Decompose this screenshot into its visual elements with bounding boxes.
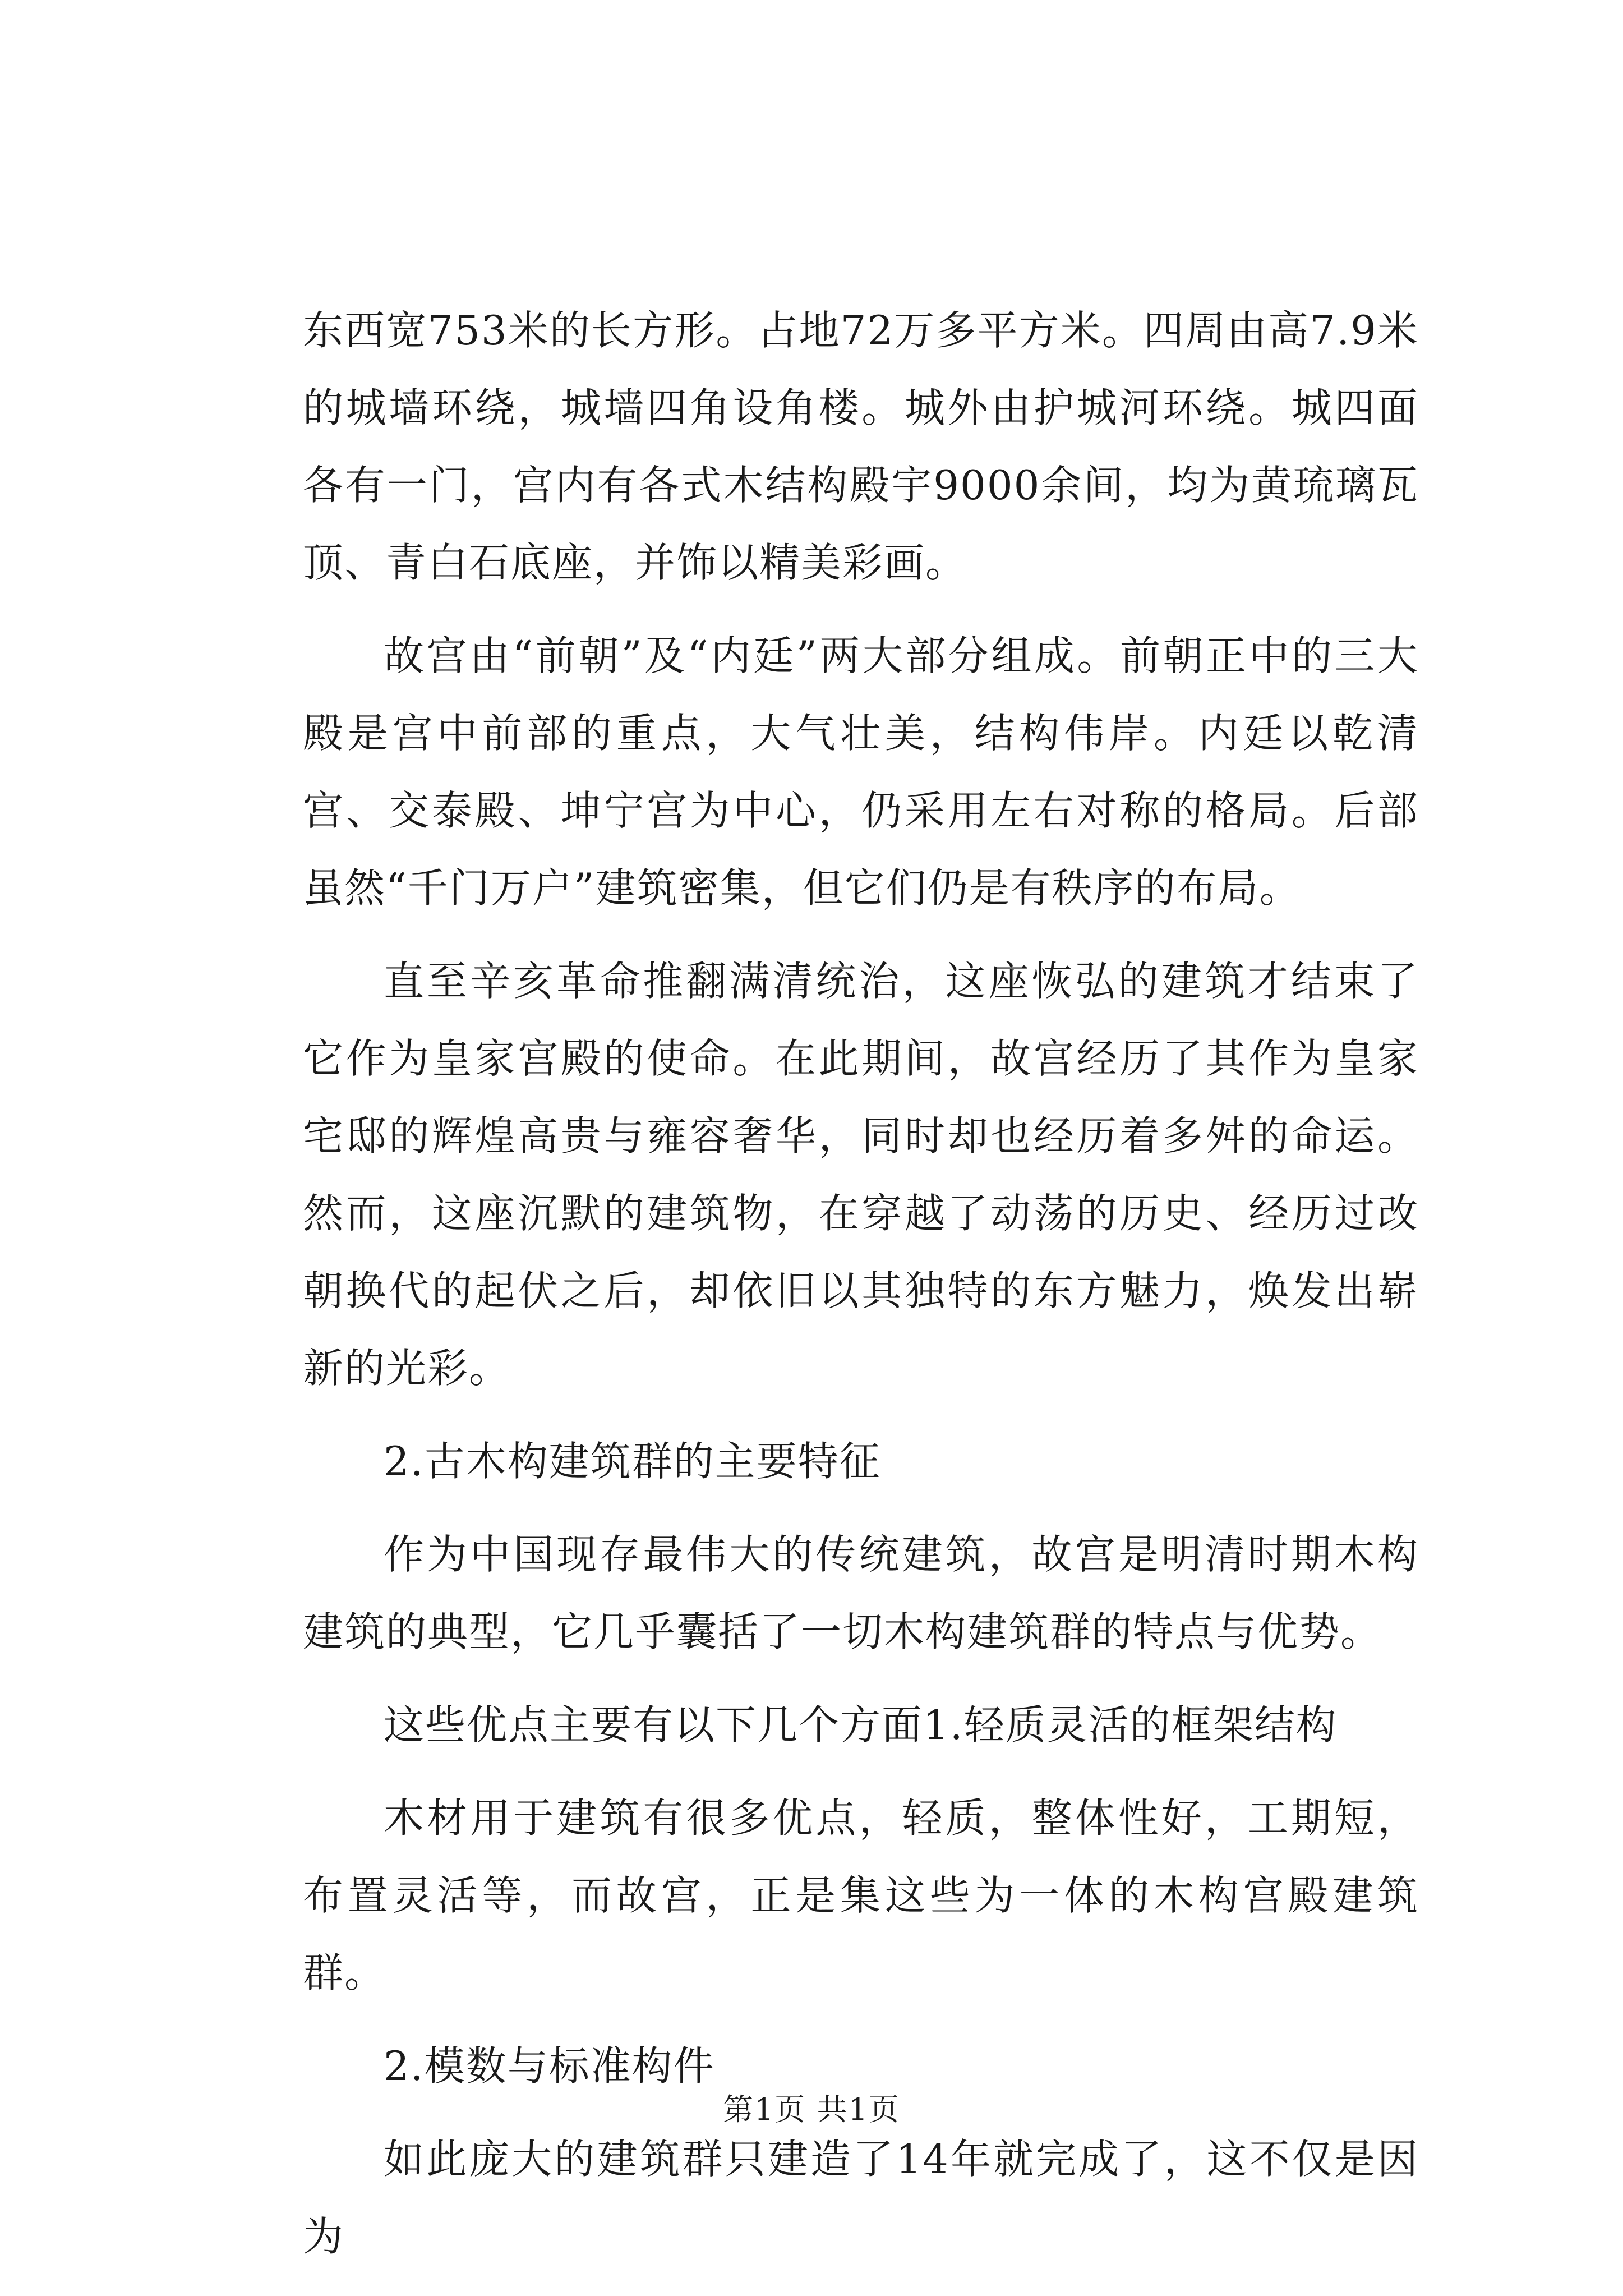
paragraph-7: 如此庞大的建筑群只建造了14年就完成了，这不仅是因为: [303, 2136, 1419, 2260]
document-body: [303, 292, 1419, 2291]
paragraph-3: 直至辛亥革命推翻满清统治，这座恢弘的建筑才结束了它作为皇家宫殿的使命。在此期间，故宫经历了其作为皇家宅邸的辉煌高贵与雍容奢华，同时却也经历着多舛的命运。然而，这座沉默的建筑物，在穿越了动荡的历史、经历过改朝换代的起伏之后，却依旧以其独特的东方魅力，焕发出崭新的光彩。: [303, 958, 1419, 1392]
paragraph-2: 故宫由“前朝”及“内廷”两大部分组成。前朝正中的三大殿是宫中前部的重点，大气壮美，结构伟岸。内廷以乾清宫、交泰殿、坤宁宫为中心，仍采用左右对称的格局。后部虽然“千门万户”建筑密集，但它们仍是有秩序的布局。: [303, 632, 1419, 912]
paragraph-6: 木材用于建筑有很多优点，轻质，整体性好，工期短，布置灵活等，而故宫，正是集这些为一体的木构宫殿建筑群。: [303, 1795, 1419, 1996]
section-heading-2: 2.古木构建筑群的主要特征: [384, 1438, 881, 1485]
paragraph-1: 东西宽753米的长方形。占地72万多平方米。四周由高7.9米的城墙环绕，城墙四角设角楼。城外由护城河环绕。城四面各有一门，宫内有各式木结构殿宇9000余间，均为黄琉璃瓦顶、青白石底座，并饰以精美彩画。: [303, 307, 1419, 586]
paragraph-4: 作为中国现存最伟大的传统建筑，故宫是明清时期木构建筑的典型，它几乎囊括了一切木构建筑群的特点与优势。: [303, 1531, 1419, 1655]
paragraph-5: 这些优点主要有以下几个方面1.轻质灵活的框架结构: [384, 1701, 1338, 1749]
page-footer: 第1页 共1页: [723, 2092, 900, 2127]
subheading-modules: 2.模数与标准构件: [384, 2042, 715, 2090]
